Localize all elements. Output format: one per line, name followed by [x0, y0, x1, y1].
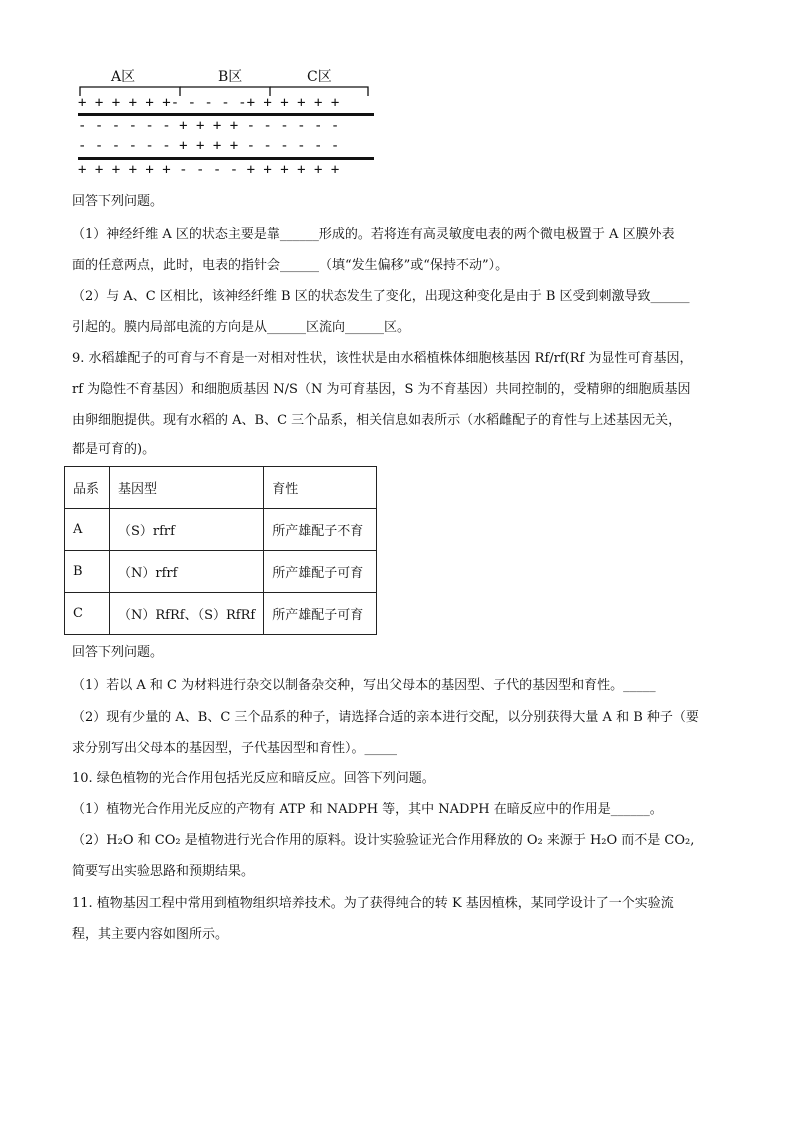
table-header-cell: 育性	[264, 467, 377, 509]
sign-row-outer-top: + + + + + +- - - - -+ + + + + +	[78, 95, 340, 111]
sign-row-inner-bottom: - - - - - - + + + + - - - - - -	[78, 138, 340, 154]
table-row	[65, 509, 377, 551]
q9-part2-line1: （2）现有少量的 A、B、C 三个品系的种子，请选择合适的亲本进行交配，以分别获得大量 A 和 B 种子（要	[72, 710, 699, 725]
q11-line1: 11. 植物基因工程中常用到植物组织培养技术。为了获得纯合的转 K 基因植株，某同学设计了一个实验流	[72, 896, 674, 911]
q10-line1: 10. 绿色植物的光合作用包括光反应和暗反应。回答下列问题。	[72, 771, 435, 786]
table-cell: （N）rfrf	[110, 551, 264, 593]
table-cell: B	[65, 551, 110, 593]
zone-label-b: B区	[218, 69, 243, 85]
table-cell: A	[65, 509, 110, 551]
q9-part2-line2: 求分别写出父母本的基因型，子代基因型和育性）。_____	[72, 741, 398, 756]
table-row	[65, 593, 377, 635]
sign-row-outer-bottom: + + + + + + - - - - + + + + + +	[78, 162, 340, 178]
table-cell: 所产雄配子可育	[264, 551, 377, 593]
q9-line4: 都是可育的)。	[72, 442, 156, 457]
q8-part2-line1: （2）与 A、C 区相比，该神经纤维 B 区的状态发生了变化，出现这种变化是由于 B 区受到刺激导致______	[72, 289, 690, 304]
q11-line2: 程，其主要内容如图所示。	[72, 927, 229, 942]
q9-part1: （1）若以 A 和 C 为材料进行杂交以制备杂交种，写出父母本的基因型、子代的基因型和育性。_____	[72, 678, 656, 693]
q9-line2: rf 为隐性不育基因）和细胞质基因 N/S（N 为可育基因，S 为不育基因）共同控制的，受精卵的细胞质基因	[72, 382, 691, 397]
table-header-cell: 基因型	[110, 467, 264, 509]
table-cell: （N）RfRf、（S）RfRf	[110, 593, 264, 635]
q9-intro2: 回答下列问题。	[72, 645, 164, 660]
table-cell: C	[65, 593, 110, 635]
zone-label-c: C区	[307, 69, 332, 85]
table-cell: 所产雄配子不育	[264, 509, 377, 551]
sign-row-inner-top: - - - - - - + + + + - - - - - -	[78, 118, 340, 134]
q9-line1: 9. 水稻雄配子的可育与不育是一对相对性状，该性状是由水稻植株体细胞核基因 Rf/rf(Rf 为显性可育基因，	[72, 351, 693, 366]
genotype-table	[64, 466, 377, 635]
q10-part2-line2: 简要写出实验思路和预期结果。	[72, 864, 255, 879]
table-header-row	[65, 467, 377, 509]
zone-label-a: A区	[111, 69, 136, 85]
q10-part1: （1）植物光合作用光反应的产物有 ATP 和 NADPH 等，其中 NADPH 在暗反应中的作用是______。	[72, 802, 663, 817]
q9-line3: 由卵细胞提供。现有水稻的 A、B、C 三个品系，相关信息如表所示（水稻雌配子的育性与上述基因无关，	[72, 413, 682, 428]
q10-part2-line1: （2）H₂O 和 CO₂ 是植物进行光合作用的原料。设计实验验证光合作用释放的 O₂ 来源于 H₂O 而不是 CO₂,	[72, 833, 695, 848]
membrane-top	[78, 113, 374, 116]
q8-part1-line1: （1）神经纤维 A 区的状态主要是靠______形成的。若将连有高灵敏度电表的两个微电极置于 A 区膜外表	[72, 227, 675, 242]
table-row	[65, 551, 377, 593]
table-header-cell: 品系	[65, 467, 110, 509]
membrane-bottom	[78, 157, 374, 160]
table-cell: 所产雄配子可育	[264, 593, 377, 635]
q8-intro: 回答下列问题。	[72, 194, 164, 209]
q8-part2-line2: 引起的。膜内局部电流的方向是从______区流向______区。	[72, 320, 411, 335]
q8-part1-line2: 面的任意两点，此时，电表的指针会______（填“发生偏移”或“保持不动”）。	[72, 258, 509, 273]
table-cell: （S）rfrf	[110, 509, 264, 551]
